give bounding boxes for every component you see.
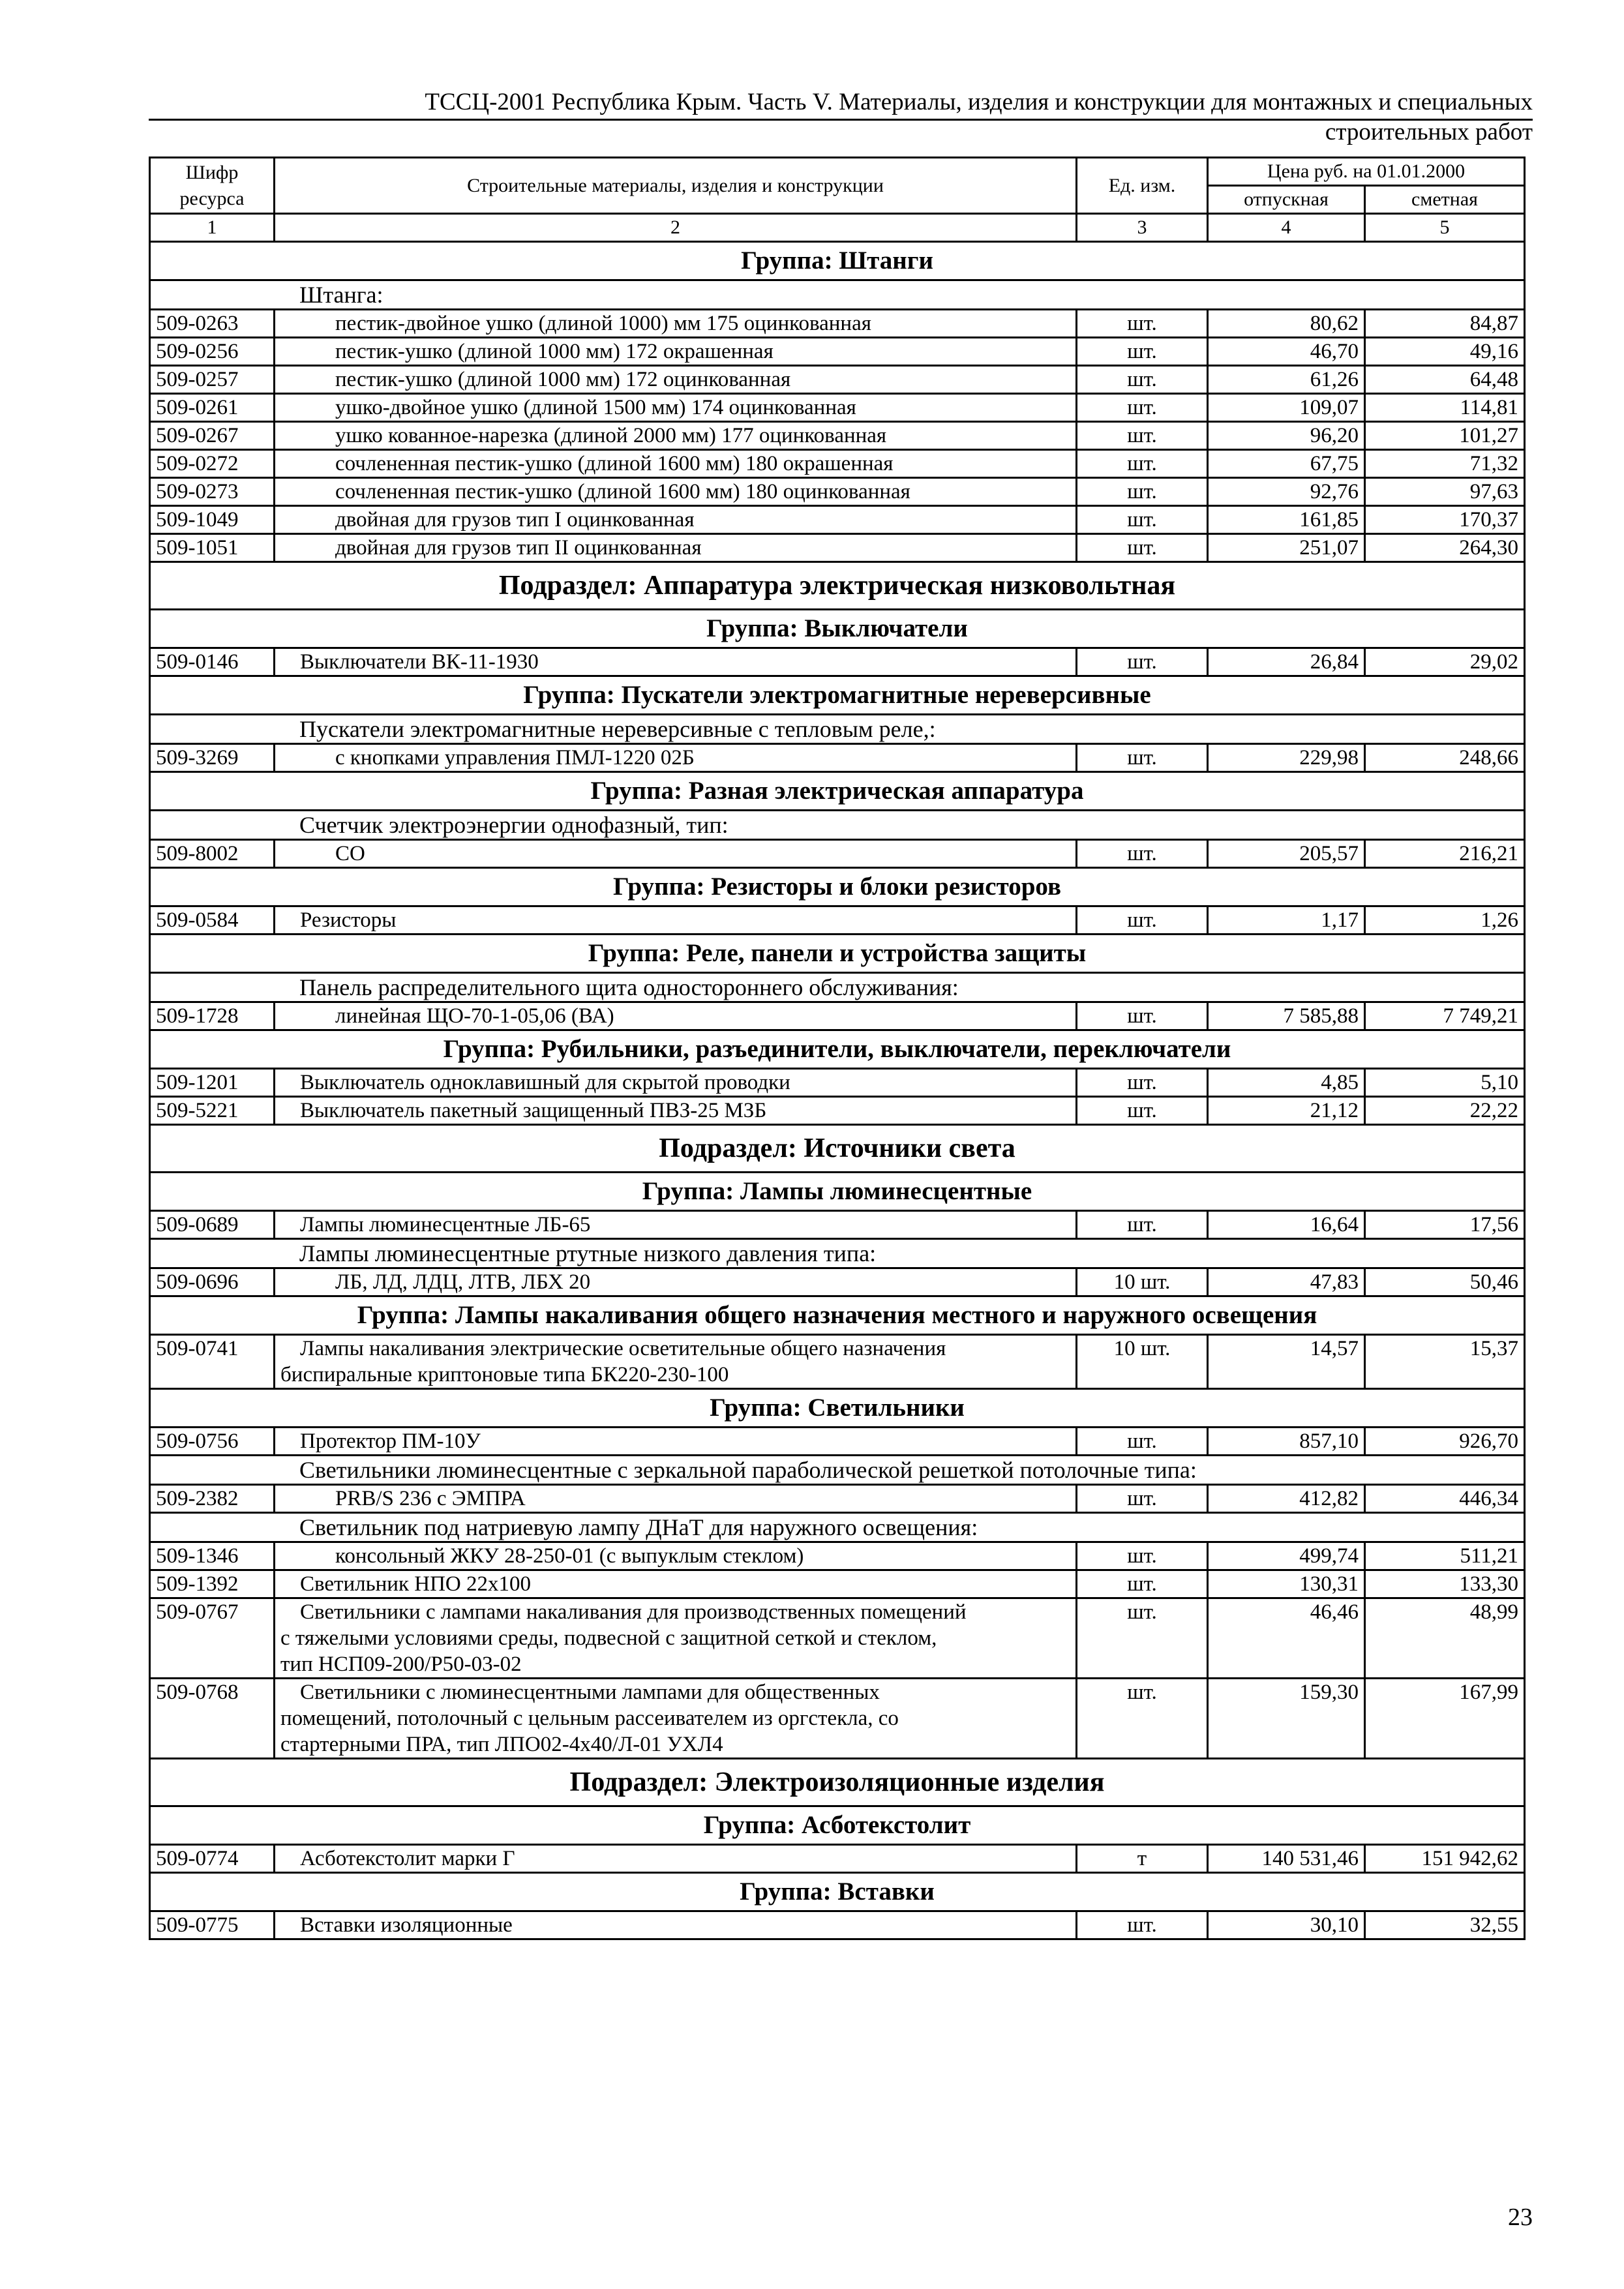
group-row — [150, 1173, 1525, 1211]
unit: шт. — [1077, 394, 1208, 422]
resource-code: 509-8002 — [150, 840, 275, 868]
unit: шт. — [1077, 744, 1208, 772]
group-title: Группа: Разная электрическая аппаратура — [150, 772, 1525, 811]
item-name — [275, 1911, 1077, 1939]
resource-code: 509-0775 — [150, 1911, 275, 1939]
resource-code: 509-0267 — [150, 422, 275, 450]
caption-row — [150, 1513, 1525, 1542]
item-name-line: Выключатель одноклавишный для скрытой проводки — [300, 1071, 790, 1094]
unit: шт. — [1077, 450, 1208, 478]
group-title: Группа: Рубильники, разъединители, выключатели, переключатели — [150, 1030, 1525, 1069]
item-caption: Панель распределительного щита одностороннего обслуживания: — [150, 973, 1525, 1002]
estimate-price: 170,37 — [1365, 506, 1525, 534]
item-name — [275, 648, 1077, 676]
release-price: 161,85 — [1208, 506, 1365, 534]
table-row — [150, 1335, 1525, 1389]
col-header-code: Шифр ресурса — [150, 158, 275, 214]
table-row — [150, 1845, 1525, 1873]
unit: шт. — [1077, 1598, 1208, 1679]
resource-code: 509-1049 — [150, 506, 275, 534]
unit: шт. — [1077, 422, 1208, 450]
release-price: 14,57 — [1208, 1335, 1365, 1389]
estimate-price: 22,22 — [1365, 1097, 1525, 1125]
release-price: 16,64 — [1208, 1211, 1365, 1239]
item-name-line: Лампы люминесцентные ЛБ-65 — [300, 1213, 591, 1236]
release-price: 499,74 — [1208, 1542, 1365, 1570]
item-name — [275, 338, 1077, 366]
release-price: 30,10 — [1208, 1911, 1365, 1939]
table-row — [150, 506, 1525, 534]
estimate-price: 511,21 — [1365, 1542, 1525, 1570]
unit: 10 шт. — [1077, 1335, 1208, 1389]
table-row — [150, 1268, 1525, 1296]
group-row — [150, 676, 1525, 715]
unit: шт. — [1077, 1911, 1208, 1939]
item-name-line: линейная ЩО-70-1-05,06 (ВА) — [335, 1004, 614, 1028]
release-price: 46,46 — [1208, 1598, 1365, 1679]
table-row — [150, 310, 1525, 338]
subsection-title: Подраздел: Электроизоляционные изделия — [150, 1759, 1525, 1806]
estimate-price: 1,26 — [1365, 906, 1525, 935]
resource-code: 509-1051 — [150, 534, 275, 562]
subsection-title: Подраздел: Источники света — [150, 1125, 1525, 1173]
item-name-line: Выключатели ВК-11-1930 — [300, 650, 539, 674]
item-name-line: помещений, потолочный с цельным рассеивателем из оргстекла, со — [280, 1707, 899, 1730]
item-caption: Светильник под натриевую лампу ДНаТ для наружного освещения: — [150, 1513, 1525, 1542]
item-name-line: Светильник НПО 22х100 — [300, 1572, 531, 1596]
item-name-line: PRB/S 236 с ЭМПРА — [335, 1487, 526, 1510]
item-name-line: ушко кованное-нарезка (длиной 2000 мм) 177 оцинкованная — [335, 424, 887, 447]
unit: шт. — [1077, 840, 1208, 868]
item-name — [275, 310, 1077, 338]
unit: шт. — [1077, 648, 1208, 676]
unit: шт. — [1077, 1097, 1208, 1125]
table-row — [150, 744, 1525, 772]
resource-code: 509-5221 — [150, 1097, 275, 1125]
item-name-line: Протектор ПМ-10У — [300, 1429, 481, 1453]
resource-code: 509-0263 — [150, 310, 275, 338]
release-price: 80,62 — [1208, 310, 1365, 338]
item-caption: Светильники люминесцентные с зеркальной параболической решеткой потолочные типа: — [150, 1456, 1525, 1485]
unit: 10 шт. — [1077, 1268, 1208, 1296]
resource-code: 509-0272 — [150, 450, 275, 478]
unit: шт. — [1077, 506, 1208, 534]
group-row — [150, 1296, 1525, 1335]
item-name-line: СО — [335, 842, 365, 865]
estimate-price: 71,32 — [1365, 450, 1525, 478]
estimate-price: 216,21 — [1365, 840, 1525, 868]
column-number: 2 — [275, 214, 1077, 242]
estimate-price: 248,66 — [1365, 744, 1525, 772]
release-price: 109,07 — [1208, 394, 1365, 422]
group-title: Группа: Лампы люминесцентные — [150, 1173, 1525, 1211]
item-name — [275, 506, 1077, 534]
estimate-price: 114,81 — [1365, 394, 1525, 422]
item-name — [275, 906, 1077, 935]
item-name-line: с кнопками управления ПМЛ-1220 02Б — [335, 746, 695, 770]
item-name-line: Асботекстолит марки Г — [300, 1847, 515, 1870]
resource-code: 509-0146 — [150, 648, 275, 676]
caption-row — [150, 1456, 1525, 1485]
item-name — [275, 1069, 1077, 1097]
item-name-line: Вставки изоляционные — [300, 1913, 513, 1937]
running-header-continuation: строительных работ — [1325, 119, 1533, 145]
estimate-price: 50,46 — [1365, 1268, 1525, 1296]
unit: шт. — [1077, 1485, 1208, 1513]
caption-row — [150, 811, 1525, 840]
group-title: Группа: Асботекстолит — [150, 1806, 1525, 1845]
table-row — [150, 422, 1525, 450]
subsection-row — [150, 1759, 1525, 1806]
unit: шт. — [1077, 1069, 1208, 1097]
group-title: Группа: Лампы накаливания общего назначения местного и наружного освещения — [150, 1296, 1525, 1335]
unit: шт. — [1077, 338, 1208, 366]
release-price: 130,31 — [1208, 1570, 1365, 1598]
item-name-line: сочлененная пестик-ушко (длиной 1600 мм) 180 оцинкованная — [335, 480, 910, 503]
group-row — [150, 242, 1525, 280]
table-row — [150, 840, 1525, 868]
item-caption: Лампы люминесцентные ртутные низкого давления типа: — [150, 1239, 1525, 1268]
unit: шт. — [1077, 1679, 1208, 1759]
group-row — [150, 935, 1525, 973]
resource-code: 509-2382 — [150, 1485, 275, 1513]
item-name-line: пестик-двойное ушко (длиной 1000) мм 175 оцинкованная — [335, 312, 871, 335]
release-price: 61,26 — [1208, 366, 1365, 394]
resource-code: 509-0767 — [150, 1598, 275, 1679]
group-row — [150, 1873, 1525, 1911]
table-row — [150, 1485, 1525, 1513]
group-title: Группа: Резисторы и блоки резисторов — [150, 868, 1525, 906]
estimate-price: 48,99 — [1365, 1598, 1525, 1679]
item-caption: Счетчик электроэнергии однофазный, тип: — [150, 811, 1525, 840]
estimate-price: 7 749,21 — [1365, 1002, 1525, 1030]
item-name — [275, 1570, 1077, 1598]
item-name — [275, 478, 1077, 506]
item-name — [275, 744, 1077, 772]
estimate-price: 5,10 — [1365, 1069, 1525, 1097]
item-name-line: Светильники с лампами накаливания для производственных помещений — [300, 1600, 967, 1624]
column-number: 1 — [150, 214, 275, 242]
unit: шт. — [1077, 310, 1208, 338]
col-header-name: Строительные материалы, изделия и конструкции — [275, 158, 1077, 214]
estimate-price: 29,02 — [1365, 648, 1525, 676]
subsection-row — [150, 562, 1525, 610]
group-title: Группа: Штанги — [150, 242, 1525, 280]
release-price: 26,84 — [1208, 648, 1365, 676]
resource-code: 509-0273 — [150, 478, 275, 506]
group-row — [150, 868, 1525, 906]
group-row — [150, 772, 1525, 811]
estimate-price: 167,99 — [1365, 1679, 1525, 1759]
item-name — [275, 1845, 1077, 1873]
price-table — [149, 157, 1526, 1940]
resource-code: 509-0689 — [150, 1211, 275, 1239]
unit: шт. — [1077, 906, 1208, 935]
estimate-price: 17,56 — [1365, 1211, 1525, 1239]
unit: шт. — [1077, 1570, 1208, 1598]
unit: шт. — [1077, 534, 1208, 562]
table-row — [150, 394, 1525, 422]
group-title: Группа: Пускатели электромагнитные нереверсивные — [150, 676, 1525, 715]
estimate-price: 264,30 — [1365, 534, 1525, 562]
item-caption: Пускатели электромагнитные нереверсивные с тепловым реле,: — [150, 715, 1525, 744]
release-price: 159,30 — [1208, 1679, 1365, 1759]
table-row — [150, 648, 1525, 676]
unit: шт. — [1077, 1002, 1208, 1030]
caption-row — [150, 973, 1525, 1002]
item-name-line: стартерными ПРА, тип ЛПО02-4х40/Л-01 УХЛ4 — [280, 1733, 723, 1756]
release-price: 92,76 — [1208, 478, 1365, 506]
item-name — [275, 1097, 1077, 1125]
item-name-line: ушко-двойное ушко (длиной 1500 мм) 174 оцинкованная — [335, 396, 856, 419]
item-name — [275, 450, 1077, 478]
item-name — [275, 840, 1077, 868]
resource-code: 509-1346 — [150, 1542, 275, 1570]
estimate-price: 446,34 — [1365, 1485, 1525, 1513]
release-price: 412,82 — [1208, 1485, 1365, 1513]
release-price: 46,70 — [1208, 338, 1365, 366]
estimate-price: 101,27 — [1365, 422, 1525, 450]
release-price: 229,98 — [1208, 744, 1365, 772]
item-name-line: сочлененная пестик-ушко (длиной 1600 мм) 180 окрашенная — [335, 452, 894, 475]
table-row — [150, 478, 1525, 506]
group-row — [150, 1389, 1525, 1428]
subsection-title: Подраздел: Аппаратура электрическая низковольтная — [150, 562, 1525, 610]
table-row — [150, 1911, 1525, 1939]
estimate-price: 49,16 — [1365, 338, 1525, 366]
resource-code: 509-0696 — [150, 1268, 275, 1296]
release-price: 21,12 — [1208, 1097, 1365, 1125]
release-price: 67,75 — [1208, 450, 1365, 478]
table-row — [150, 1428, 1525, 1456]
item-name — [275, 1211, 1077, 1239]
item-name — [275, 1542, 1077, 1570]
table-header-row — [150, 158, 1525, 186]
table-row — [150, 534, 1525, 562]
resource-code: 509-0768 — [150, 1679, 275, 1759]
group-row — [150, 1030, 1525, 1069]
resource-code: 509-0257 — [150, 366, 275, 394]
item-name — [275, 1679, 1077, 1759]
group-row — [150, 1806, 1525, 1845]
page-number: 23 — [1508, 2204, 1533, 2231]
table-row — [150, 906, 1525, 935]
table-row — [150, 1542, 1525, 1570]
item-name — [275, 1335, 1077, 1389]
release-price: 857,10 — [1208, 1428, 1365, 1456]
table-row — [150, 1069, 1525, 1097]
resource-code: 509-1728 — [150, 1002, 275, 1030]
item-name — [275, 1002, 1077, 1030]
item-name-line: биспиральные криптоновые типа БК220-230-100 — [280, 1363, 729, 1386]
estimate-price: 15,37 — [1365, 1335, 1525, 1389]
group-title: Группа: Вставки — [150, 1873, 1525, 1911]
item-name-line: ЛБ, ЛД, ЛДЦ, ЛТВ, ЛБХ 20 — [335, 1270, 591, 1294]
table-row — [150, 1598, 1525, 1679]
release-price: 96,20 — [1208, 422, 1365, 450]
table-row — [150, 1211, 1525, 1239]
resource-code: 509-0584 — [150, 906, 275, 935]
resource-code: 509-0741 — [150, 1335, 275, 1389]
col-header-release-price: отпускная — [1208, 186, 1365, 214]
caption-row — [150, 280, 1525, 310]
estimate-price: 926,70 — [1365, 1428, 1525, 1456]
col-header-estimate-price: сметная — [1365, 186, 1525, 214]
unit: шт. — [1077, 478, 1208, 506]
unit: шт. — [1077, 1211, 1208, 1239]
item-name — [275, 1268, 1077, 1296]
table-row — [150, 1679, 1525, 1759]
resource-code: 509-1392 — [150, 1570, 275, 1598]
subsection-row — [150, 1125, 1525, 1173]
release-price: 7 585,88 — [1208, 1002, 1365, 1030]
unit: шт. — [1077, 1428, 1208, 1456]
estimate-price: 32,55 — [1365, 1911, 1525, 1939]
resource-code: 509-0261 — [150, 394, 275, 422]
release-price: 1,17 — [1208, 906, 1365, 935]
item-name-line: двойная для грузов тип II оцинкованная — [335, 536, 702, 560]
resource-code: 509-0256 — [150, 338, 275, 366]
estimate-price: 133,30 — [1365, 1570, 1525, 1598]
item-name-line: с тяжелыми условиями среды, подвесной с защитной сеткой и стеклом, — [280, 1626, 937, 1650]
col-header-price: Цена руб. на 01.01.2000 — [1208, 158, 1525, 186]
item-name — [275, 1598, 1077, 1679]
column-number: 4 — [1208, 214, 1365, 242]
table-row — [150, 338, 1525, 366]
column-number-row — [150, 214, 1525, 242]
group-row — [150, 610, 1525, 648]
item-name — [275, 1428, 1077, 1456]
release-price: 140 531,46 — [1208, 1845, 1365, 1873]
group-title: Группа: Реле, панели и устройства защиты — [150, 935, 1525, 973]
table-row — [150, 1097, 1525, 1125]
caption-row — [150, 715, 1525, 744]
col-header-unit: Ед. изм. — [1077, 158, 1208, 214]
table-row — [150, 450, 1525, 478]
release-price: 205,57 — [1208, 840, 1365, 868]
item-name-line: тип НСП09-200/Р50-03-02 — [280, 1653, 522, 1676]
group-title: Группа: Выключатели — [150, 610, 1525, 648]
group-title: Группа: Светильники — [150, 1389, 1525, 1428]
resource-code: 509-3269 — [150, 744, 275, 772]
item-name-line: Лампы накаливания электрические осветительные общего назначения — [300, 1337, 946, 1360]
estimate-price: 151 942,62 — [1365, 1845, 1525, 1873]
estimate-price: 97,63 — [1365, 478, 1525, 506]
item-name — [275, 422, 1077, 450]
column-number: 5 — [1365, 214, 1525, 242]
item-name — [275, 1485, 1077, 1513]
table-row — [150, 1002, 1525, 1030]
unit: шт. — [1077, 366, 1208, 394]
item-name — [275, 366, 1077, 394]
item-name-line: консольный ЖКУ 28-250-01 (с выпуклым стеклом) — [335, 1544, 804, 1568]
unit: т — [1077, 1845, 1208, 1873]
table-row — [150, 366, 1525, 394]
column-number: 3 — [1077, 214, 1208, 242]
resource-code: 509-1201 — [150, 1069, 275, 1097]
item-name-line: двойная для грузов тип I оцинкованная — [335, 508, 695, 531]
item-name-line: Выключатель пакетный защищенный ПВЗ-25 МЗБ — [300, 1099, 767, 1122]
caption-row — [150, 1239, 1525, 1268]
item-name — [275, 534, 1077, 562]
resource-code: 509-0756 — [150, 1428, 275, 1456]
unit: шт. — [1077, 1542, 1208, 1570]
resource-code: 509-0774 — [150, 1845, 275, 1873]
item-name-line: пестик-ушко (длиной 1000 мм) 172 окрашенная — [335, 340, 774, 363]
running-header: ТССЦ-2001 Республика Крым. Часть V. Материалы, изделия и конструкции для монтажных и специальных — [425, 89, 1533, 115]
item-name-line: Резисторы — [300, 908, 397, 932]
table-row — [150, 1570, 1525, 1598]
release-price: 4,85 — [1208, 1069, 1365, 1097]
item-caption: Штанга: — [150, 280, 1525, 310]
release-price: 47,83 — [1208, 1268, 1365, 1296]
estimate-price: 84,87 — [1365, 310, 1525, 338]
item-name-line: Светильники с люминесцентными лампами для общественных — [300, 1681, 880, 1704]
item-name — [275, 394, 1077, 422]
release-price: 251,07 — [1208, 534, 1365, 562]
item-name-line: пестик-ушко (длиной 1000 мм) 172 оцинкованная — [335, 368, 791, 391]
estimate-price: 64,48 — [1365, 366, 1525, 394]
